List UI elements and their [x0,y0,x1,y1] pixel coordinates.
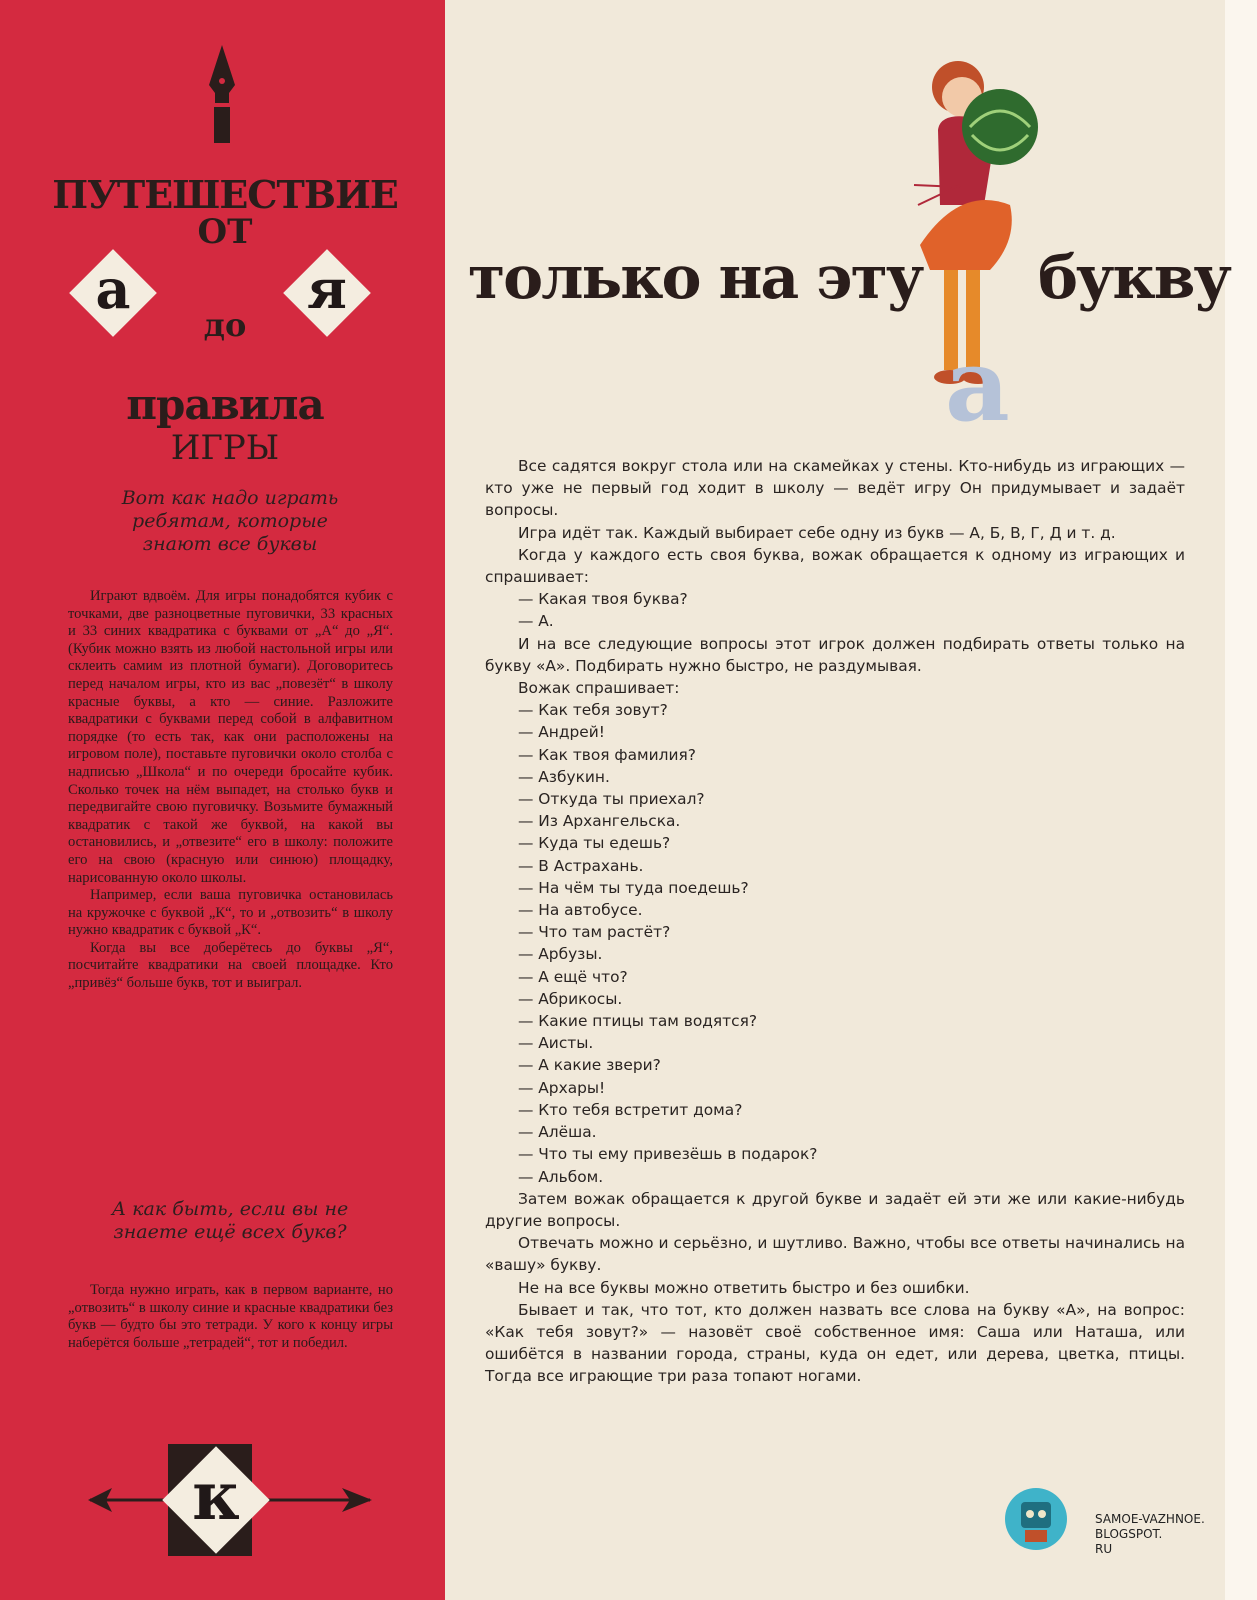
blog-url [1095,1512,1205,1557]
dialogue-line: — Андрей! [518,723,605,742]
dialogue-line: — Какая твоя буква? [518,590,688,609]
dialogue-line: — Куда ты едешь? [518,834,671,853]
letter-a: а [95,257,131,321]
title-igry: ИГРЫ [170,428,280,468]
heading-letter-a: а [945,326,1010,444]
text-paragraph: Игра идёт так. Каждый выбирает себе одну из букв — А, Б, В, Г, Д и т. д. [518,523,1116,542]
text-paragraph: Все садятся вокруг стола или на скамейках у стены. Кто-нибудь из играющих — кто уже не первый год ходит в школу — ведёт игру Он придумывает и задаёт вопросы. [485,457,1185,520]
dialogue-line: — Какие птицы там водятся? [518,1012,757,1031]
rules-text-1 [68,588,393,993]
title-ot: ОТ [197,212,253,252]
heading-tolko: только на эту [468,243,923,313]
dialogue-line: — Откуда ты приехал? [518,790,705,809]
text-paragraph: Отвечать можно и серьёзно, и шутливо. Важно, чтобы все ответы начинались на «вашу» букву. [485,1234,1185,1275]
blog-url-line: SAMOE-VAZHNOE. [1095,1512,1205,1526]
dialogue-line: — Из Архангельска. [518,812,681,831]
subtitle-know-letters: Вот как надо играть ребятам, которые знают все буквы [121,487,339,555]
dialogue-line: — В Астрахань. [518,856,644,875]
dialogue-line: — Что там растёт? [518,923,671,942]
dialogue-line: — Архары! [518,1078,606,1097]
dialogue-line: — А какие звери? [518,1056,661,1075]
text-paragraph: Затем вожак обращается к другой букве и задаёт ей эти же или какие-нибудь другие вопросы. [485,1189,1185,1230]
letter-k: к [192,1457,240,1535]
dialogue-line: — Как тебя зовут? [518,701,668,720]
title-do: до [203,306,247,344]
dialogue-line: — Кто тебя встретит дома? [518,1100,743,1119]
subtitle-dont-know-letters: А как быть, если вы не знаете ещё всех букв? [111,1198,349,1243]
rules-paragraph: Например, если ваша пуговичка остановилась на кружочке с буквой „К“, то и „отвозить“ в школу нужно квадратик с буквой „К“. [68,887,393,939]
rules-paragraph: Когда вы все доберётесь до буквы „Я“, посчитайте квадратики на своей площадке. Кто „привёз“ больше букв, тот и выиграл. [68,939,393,992]
blog-url-line: BLOGSPOT. [1095,1527,1163,1541]
dialogue-line: — Азбукин. [518,767,610,786]
dialogue-line: — На автобусе. [518,901,643,920]
text-paragraph: Бывает и так, что тот, кто должен назвать все слова на букву «А», на вопрос: «Как тебя зовут?» — назовёт своё собственное имя: Саша или Наташа, или ошибётся в названии города, страны, куда он едет, или дерева, цветка, птицы. Тогда все играющие три раза топают ногами. [485,1300,1185,1386]
letter-ya: я [307,257,347,321]
dialogue-line: — На чём ты туда поедешь? [518,878,749,897]
text-paragraph: Когда у каждого есть своя буква, вожак обращается к одному из играющих и спрашивает: [485,545,1185,587]
title-puteshestvie: ПУТЕШЕСТВИЕ [52,172,398,217]
rules-paragraph: Тогда нужно играть, как в первом варианте, но „отвозить“ в школу синие и красные квадратики без букв — будто бы это тетради. У кого к концу игры наберётся больше „тетрадей“, тот и победил. [68,1282,393,1351]
text-paragraph: Не на все буквы можно ответить быстро и без ошибки. [518,1278,970,1297]
game-description-text [485,455,1185,1388]
dialogue-line: — А. [518,612,554,631]
rules-text-2 [68,1282,393,1352]
dialogue-line: — Арбузы. [518,945,603,964]
blog-url-line: RU [1095,1542,1113,1556]
robot-logo-icon [1005,1488,1067,1550]
dialogue-line: — Что ты ему привезёшь в подарок? [518,1145,818,1164]
rules-paragraph: Играют вдвоём. Для игры понадобятся кубик с точками, две разноцветные пуговички, 33 красных и 33 синих квадратика с буквами от „А“ до „Я“. (Кубик можно взять из любой настольной игры или склеить самим из плотной бумаги). Договоритесь перед началом игры, кто из вас „повезёт“ в школу красные буквы, а кто — синие. Разложите квадратики с буквами перед собой в алфавитном порядке (то есть так, как они расположены на игровом поле), поставьте пуговички около столба с надписью „Школа“ и по очереди бросайте кубик. Сколько точек на нём выпадет, на столько букв и передвигайте свою пуговичку. Возьмите бумажный квадратик с такой же буквой, на какой вы остановились, и „отвезите“ его в школу: положите его на свою (красную или синюю) площадку, нарисованную около школы. [68,588,393,886]
dialogue-line: — Альбом. [518,1167,604,1186]
dialogue-line: — Абрикосы. [518,989,623,1008]
dialogue-line: — Аисты. [518,1034,594,1053]
dialogue-line: — Алёша. [518,1123,597,1142]
dialogue-line: — А ещё что? [518,967,628,986]
dialogue-line: Вожак спрашивает: [518,679,680,698]
pen-nib-icon [205,45,239,145]
page-edge [1225,0,1257,1600]
heading-bukvu: букву [1038,243,1230,313]
text-paragraph: И на все следующие вопросы этот игрок должен подбирать ответы только на букву «А». Подбирать нужно быстро, не раздумывая. [485,634,1185,675]
title-pravila: правила [126,380,324,429]
dialogue-line: — Как твоя фамилия? [518,745,696,764]
